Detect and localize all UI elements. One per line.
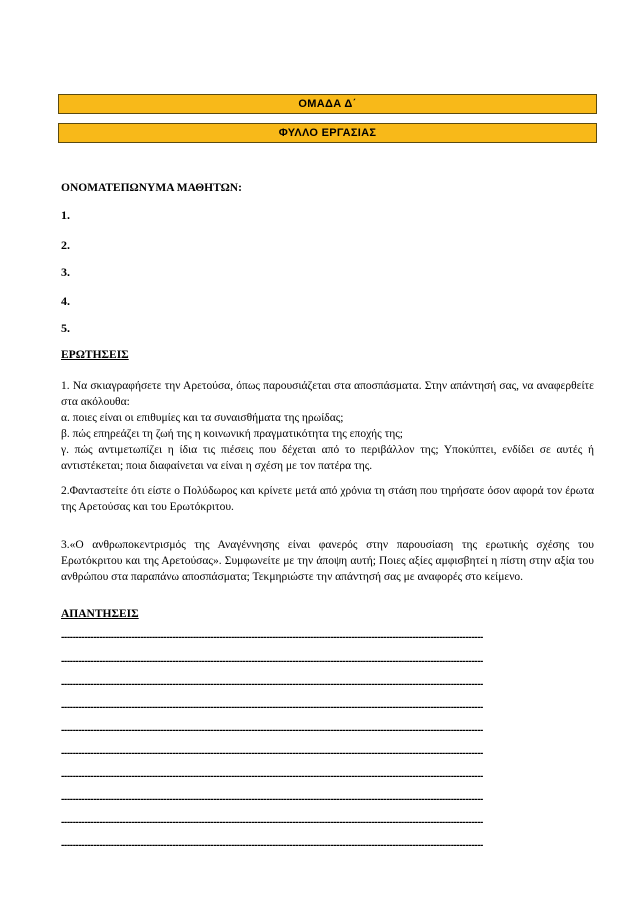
group-title: ΟΜΑΔΑ Δ΄: [298, 98, 357, 110]
answer-line: ------------------------------------------------------------------------------------------------------------------------------------------------: [61, 725, 483, 736]
question-2: 2.Φανταστείτε ότι είστε ο Πολύδωρος και κρίνετε μετά από χρόνια τη στάση που τηρήσατε όσον αφορά τον έρωτα της Αρετούσας και του Ερωτόκριτου.: [61, 485, 594, 513]
answer-line: ------------------------------------------------------------------------------------------------------------------------------------------------: [61, 771, 483, 782]
question-1-c: γ. πώς αντιμετωπίζει η ίδια τις πιέσεις που δέχεται από το περιβάλλον της; Υποκύπτει, ενδίδει σε αυτές ή αντιστέκεται; ποια διαφαίνεται να είναι η σχέση με τον πατέρα της.: [61, 444, 594, 472]
students-heading: ΟΝΟΜΑΤΕΠΩΝΥΜΑ ΜΑΘΗΤΩΝ:: [61, 182, 242, 194]
answer-line: ------------------------------------------------------------------------------------------------------------------------------------------------: [61, 632, 483, 643]
question-1-b: β. πώς επηρεάζει τη ζωή της η κοινωνική πραγματικότητα της εποχής της;: [61, 428, 403, 440]
worksheet-title-banner: [58, 123, 597, 143]
answer-line: ------------------------------------------------------------------------------------------------------------------------------------------------: [61, 840, 483, 851]
group-title-banner: [58, 94, 597, 114]
answer-line: ------------------------------------------------------------------------------------------------------------------------------------------------: [61, 702, 483, 713]
answer-line: ------------------------------------------------------------------------------------------------------------------------------------------------: [61, 679, 483, 690]
answer-line: ------------------------------------------------------------------------------------------------------------------------------------------------: [61, 794, 483, 805]
student-line-4: 4.: [61, 294, 70, 308]
student-line-3: 3.: [61, 265, 70, 279]
questions-heading: ΕΡΩΤΗΣΕΙΣ: [61, 349, 129, 361]
student-line-2: 2.: [61, 238, 70, 252]
question-1-a: α. ποιες είναι οι επιθυμίες και τα συναισθήματα της ηρωίδας;: [61, 412, 344, 424]
answer-line: ------------------------------------------------------------------------------------------------------------------------------------------------: [61, 817, 483, 828]
worksheet-title: ΦΥΛΛΟ ΕΡΓΑΣΙΑΣ: [278, 127, 377, 139]
question-3: 3.«Ο ανθρωποκεντρισμός της Αναγέννησης είναι φανερός στην παρουσίαση της ερωτικής σχέσης του Ερωτόκριτου και της Αρετούσας». Συμφωνείτε με την άποψη αυτή; Ποιες αξίες αμφισβητεί η πίστη στην αξία του ανθρώπου στα παραπάνω αποσπάσματα; Τεκμηριώστε την απάντησή σας με αναφορές στο κείμενο.: [61, 539, 594, 583]
question-1-intro: 1. Να σκιαγραφήσετε την Αρετούσα, όπως παρουσιάζεται στα αποσπάσματα. Στην απάντησή σας, να αναφερθείτε στα ακόλουθα:: [61, 380, 594, 408]
answers-heading: ΑΠΑΝΤΗΣΕΙΣ: [61, 608, 139, 620]
student-line-5: 5.: [61, 321, 70, 335]
student-line-1: 1.: [61, 208, 70, 222]
answer-line: ------------------------------------------------------------------------------------------------------------------------------------------------: [61, 748, 483, 759]
answer-line: ------------------------------------------------------------------------------------------------------------------------------------------------: [61, 656, 483, 667]
